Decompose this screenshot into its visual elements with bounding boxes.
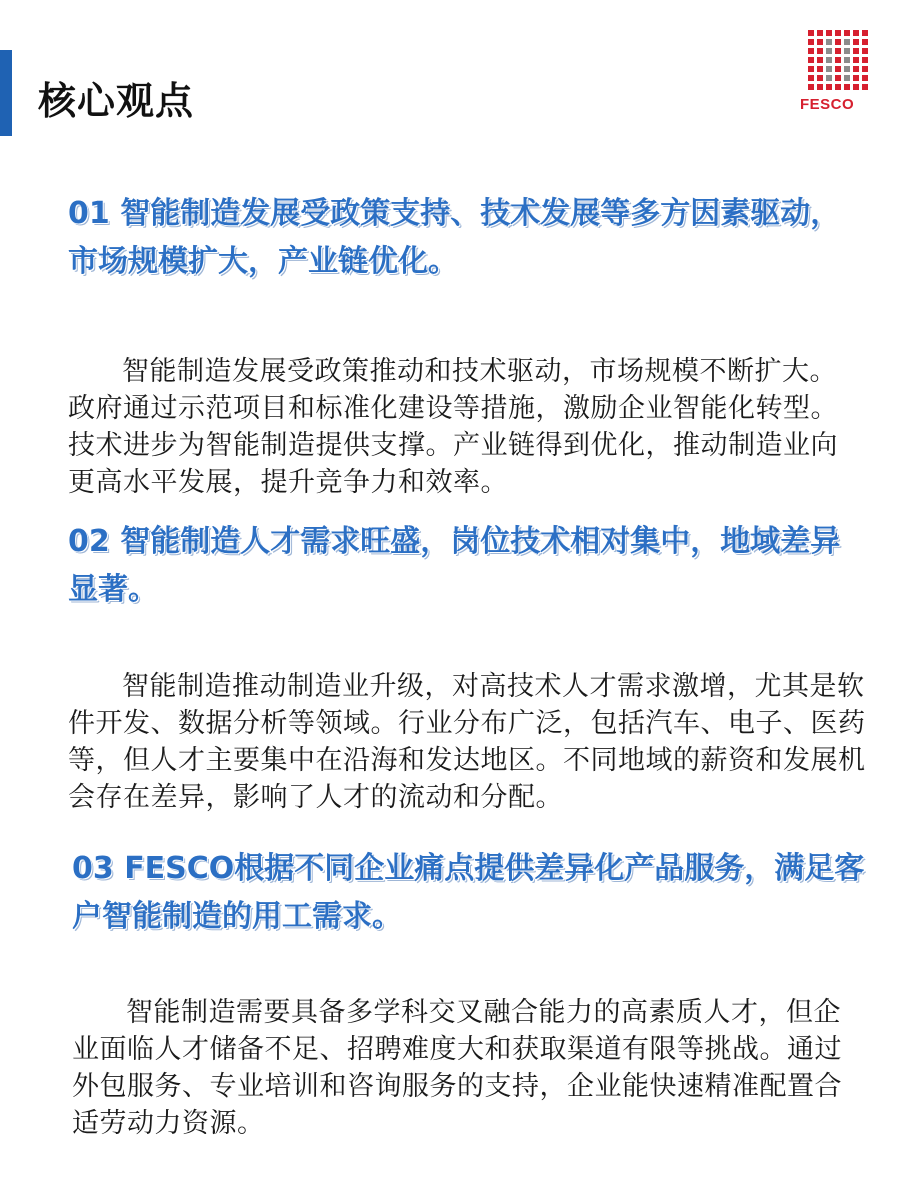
logo-dot [826, 48, 832, 54]
logo-dot [826, 30, 832, 36]
logo-dot [826, 57, 832, 63]
section-01 [68, 190, 868, 501]
section-03 [72, 845, 872, 1142]
logo-dot [853, 66, 859, 72]
logo-dot [835, 30, 841, 36]
logo-dot [853, 57, 859, 63]
logo-dot [862, 66, 868, 72]
logo-dot [826, 84, 832, 90]
section-body: 智能制造推动制造业升级，对高技术人才需求激增，尤其是软件开发、数据分析等领域。行业分布广泛，包括汽车、电子、医药等，但人才主要集中在沿海和发达地区。不同地域的薪资和发展机会存在差异，影响了人才的流动和分配。 [68, 671, 866, 813]
page-title: 核心观点 [38, 79, 195, 123]
logo-dot [817, 39, 823, 45]
logo-dot [844, 30, 850, 36]
logo-dot [817, 75, 823, 81]
section-heading: 01 智能制造发展受政策支持、技术发展等多方因素驱动，市场规模扩大，产业链优化。 [68, 196, 841, 279]
logo-dot [862, 57, 868, 63]
section-heading: 03 FESCO根据不同企业痛点提供差异化产品服务，满足客户智能制造的用工需求。 [72, 851, 865, 934]
logo-dot [853, 39, 859, 45]
logo-dot [835, 39, 841, 45]
logo-dot [862, 75, 868, 81]
logo-dot [844, 84, 850, 90]
logo-dot [817, 57, 823, 63]
section-02 [68, 518, 868, 816]
logo-dot [808, 75, 814, 81]
logo-dot [826, 39, 832, 45]
logo-dot [853, 84, 859, 90]
logo-dot [808, 48, 814, 54]
logo-dot [844, 57, 850, 63]
logo-dot [817, 30, 823, 36]
logo-dot [844, 75, 850, 81]
logo-dot [862, 84, 868, 90]
logo-text: FESCO [800, 96, 855, 113]
logo-dot [835, 75, 841, 81]
logo-dot [844, 48, 850, 54]
logo-dot [844, 39, 850, 45]
logo-dot [853, 48, 859, 54]
logo-dot [862, 39, 868, 45]
logo-dot [808, 30, 814, 36]
title-accent-bar [0, 50, 12, 136]
section-heading: 02 智能制造人才需求旺盛，岗位技术相对集中，地域差异显著。 [68, 524, 841, 607]
logo-dot [817, 84, 823, 90]
logo-dot [844, 66, 850, 72]
section-body: 智能制造发展受政策推动和技术驱动，市场规模不断扩大。政府通过示范项目和标准化建设等措施，激励企业智能化转型。技术进步为智能制造提供支撑。产业链得到优化，推动制造业向更高水平发展，提升竞争力和效率。 [68, 356, 838, 498]
logo-dot [808, 66, 814, 72]
logo-dot [808, 57, 814, 63]
logo-dot [862, 48, 868, 54]
logo-dot [862, 30, 868, 36]
logo-dot [835, 48, 841, 54]
section-body: 智能制造需要具备多学科交叉融合能力的高素质人才，但企业面临人才储备不足、招聘难度大和获取渠道有限等挑战。通过外包服务、专业培训和咨询服务的支持，企业能快速精准配置合适劳动力资源。 [72, 997, 842, 1139]
logo-dot [826, 66, 832, 72]
logo-dot [853, 75, 859, 81]
logo-dot [808, 39, 814, 45]
logo-dot [835, 57, 841, 63]
logo-dot [817, 66, 823, 72]
logo-dot [826, 75, 832, 81]
logo-dot [817, 48, 823, 54]
logo-dot [853, 30, 859, 36]
logo-dot [835, 66, 841, 72]
logo-dot [808, 84, 814, 90]
logo-dot [835, 84, 841, 90]
logo-dot-grid [808, 30, 874, 90]
fesco-logo [800, 30, 874, 113]
